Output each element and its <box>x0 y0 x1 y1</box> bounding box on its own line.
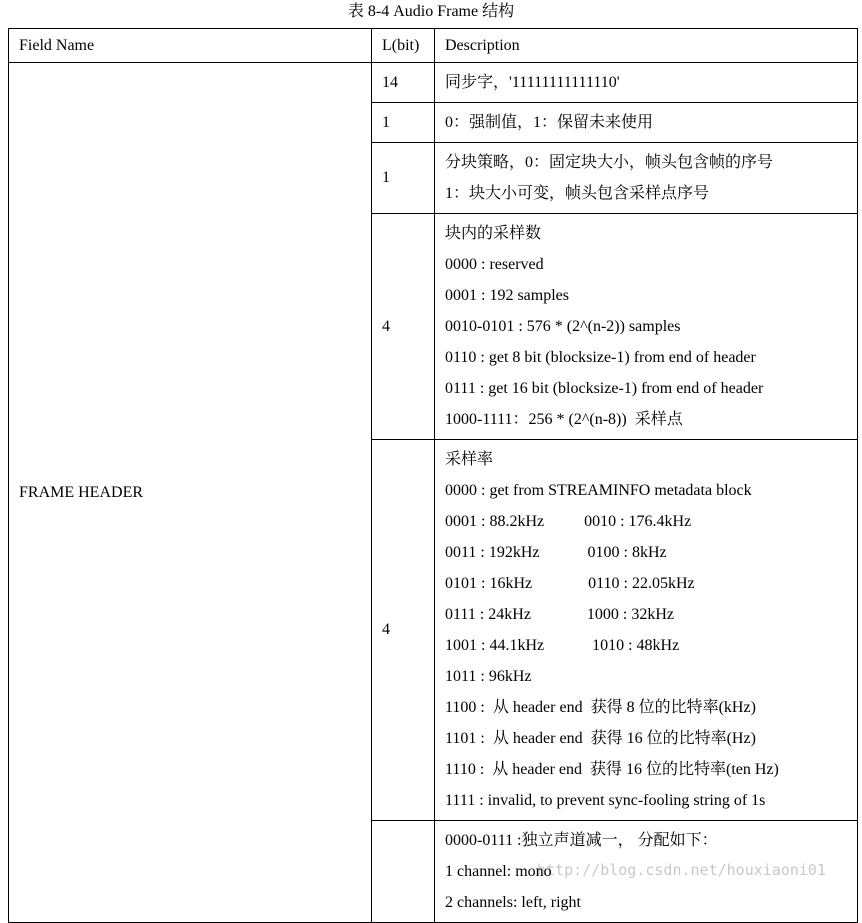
description-line: 1011 : 96kHz <box>445 668 532 685</box>
description-line: 1：块大小可变，帧头包含采样点序号 <box>445 185 710 202</box>
description-line: 采样率 <box>445 451 494 468</box>
header-description: Description <box>435 29 858 63</box>
table-row <box>9 63 858 103</box>
description-line: 分块策略，0：固定块大小，帧头包含帧的序号 <box>445 154 774 171</box>
description-line: 0101 : 16kHz 0110 : 22.05kHz <box>445 575 695 592</box>
description-line: 块内的采样数 <box>445 225 542 242</box>
field-name-cell: FRAME HEADER <box>9 63 372 923</box>
description-line: 0：强制值，1：保留未来使用 <box>445 114 654 131</box>
description-cell <box>435 63 858 103</box>
table-caption: 表 8-4 Audio Frame 结构 <box>347 3 515 20</box>
length-cell: 4 <box>372 440 435 821</box>
length-cell: 14 <box>372 63 435 103</box>
description-line: 2 channels: left, right <box>445 894 581 911</box>
description-line: 0110 : get 8 bit (blocksize-1) from end of header <box>445 349 756 366</box>
header-row <box>9 29 858 63</box>
header-length: L(bit) <box>372 29 435 63</box>
description-line: 0000 : get from STREAMINFO metadata block <box>445 482 752 499</box>
description-cell <box>435 214 858 440</box>
description-line: 同步字，'11111111111110' <box>445 74 620 91</box>
description-line: 1110 : 从 header end 获得 16 位的比特率(ten Hz) <box>445 761 779 778</box>
header-field-name: Field Name <box>9 29 372 63</box>
watermark-text: http://blog.csdn.net/houxiaoni01 <box>537 861 826 879</box>
description-cell <box>435 103 858 143</box>
length-cell: 4 <box>372 214 435 440</box>
description-line: 0111 : 24kHz 1000 : 32kHz <box>445 606 675 623</box>
length-cell: 1 <box>372 103 435 143</box>
description-line: 0000-0111 :独立声道减一， 分配如下： <box>445 832 718 849</box>
description-line: 1100 : 从 header end 获得 8 位的比特率(kHz) <box>445 699 756 716</box>
description-line: 0001 : 192 samples <box>445 287 569 304</box>
description-line: 0000 : reserved <box>445 256 544 273</box>
description-line: 1000-1111：256 * (2^(n-8)) 采样点 <box>445 411 683 428</box>
description-line: 0001 : 88.2kHz 0010 : 176.4kHz <box>445 513 692 530</box>
description-line: 0011 : 192kHz 0100 : 8kHz <box>445 544 667 561</box>
description-line: 1 channel: mono <box>445 863 552 880</box>
description-cell <box>435 440 858 821</box>
length-cell <box>372 821 435 923</box>
description-cell <box>435 143 858 214</box>
description-line: 1101 : 从 header end 获得 16 位的比特率(Hz) <box>445 730 756 747</box>
audio-frame-table <box>8 28 858 923</box>
description-line: 0010-0101 : 576 * (2^(n-2)) samples <box>445 318 681 335</box>
length-cell: 1 <box>372 143 435 214</box>
description-line: 0111 : get 16 bit (blocksize-1) from end of header <box>445 380 764 397</box>
description-line: 1001 : 44.1kHz 1010 : 48kHz <box>445 637 680 654</box>
description-line: 1111 : invalid, to prevent sync-fooling string of 1s <box>445 792 766 809</box>
